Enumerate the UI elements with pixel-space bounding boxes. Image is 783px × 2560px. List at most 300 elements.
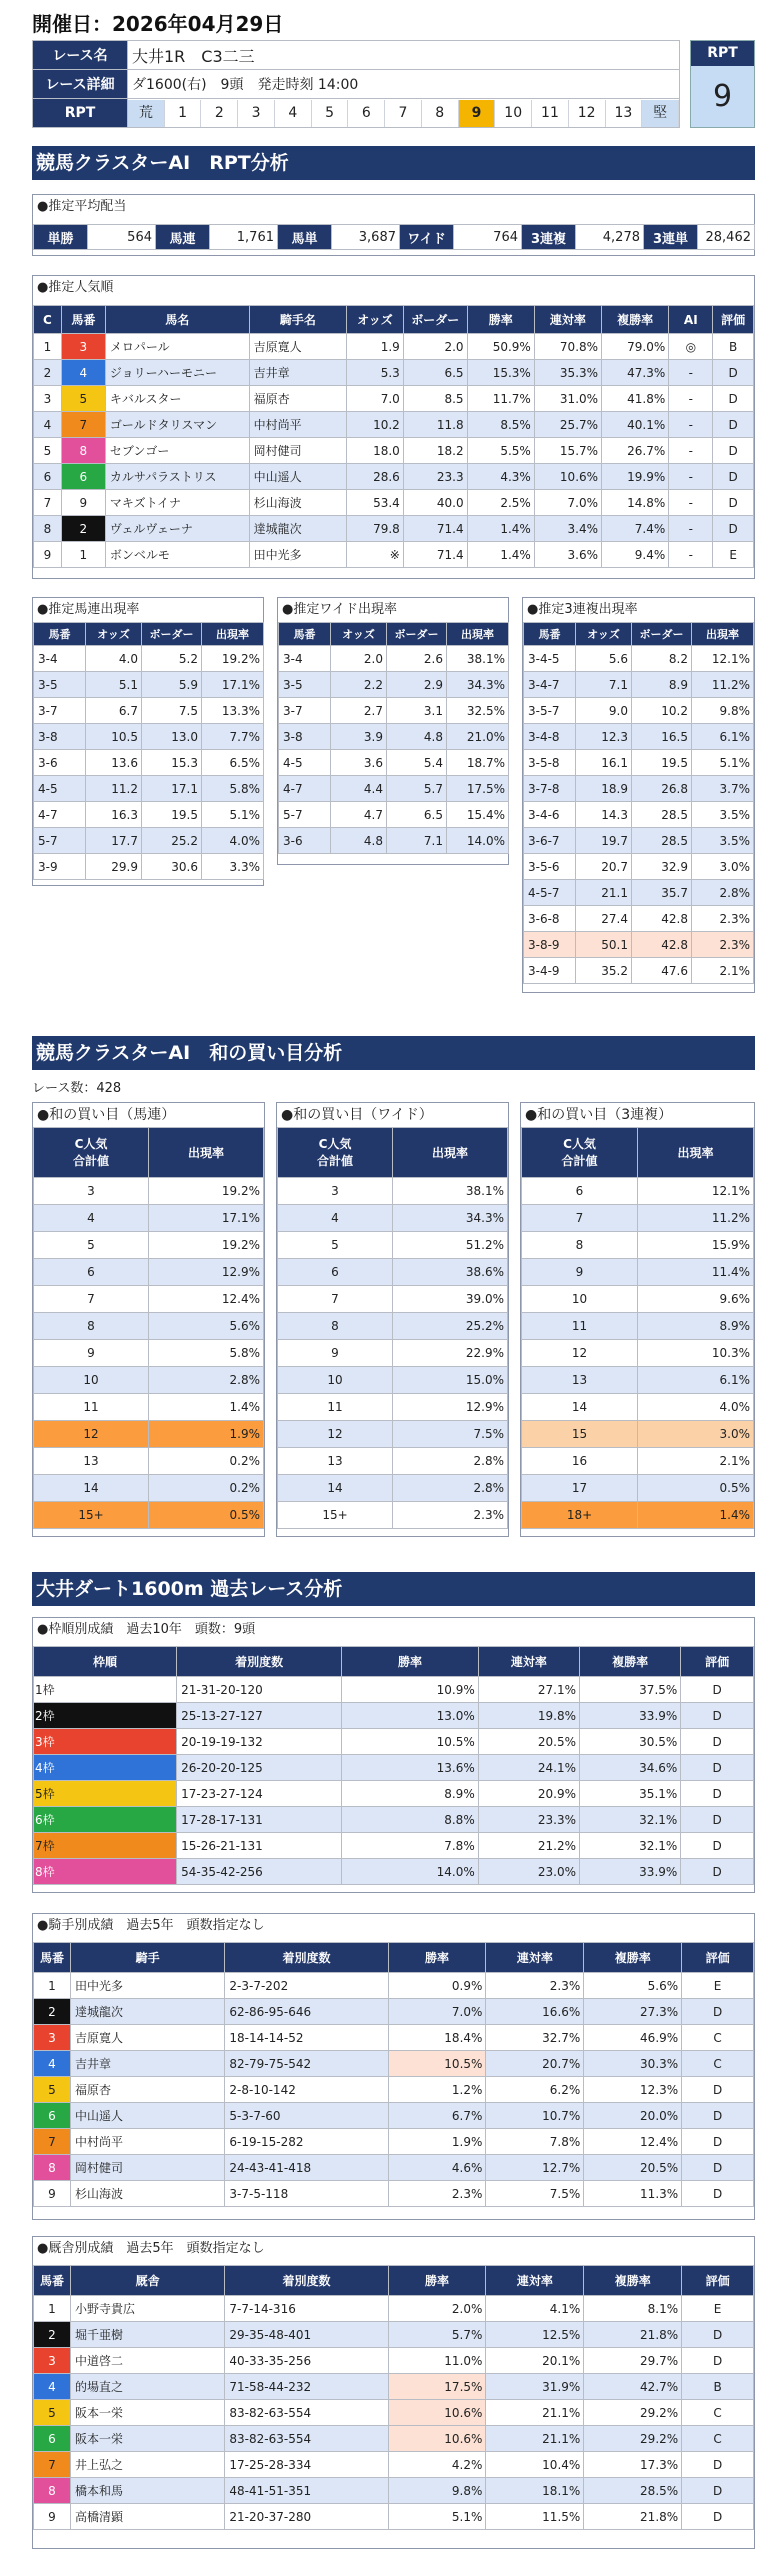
popularity-cell: 18.2 — [403, 438, 467, 464]
sum_trio-cell: 8.9% — [638, 1313, 754, 1340]
umaren-cell: 29.9 — [86, 854, 142, 880]
popularity-header: C — [34, 306, 62, 334]
sum_umaren-row — [34, 1448, 264, 1475]
trainer-cell: 21.1% — [486, 2426, 584, 2452]
race-detail-label: レース詳細 — [33, 70, 128, 99]
popularity-cell: 41.8% — [602, 386, 669, 412]
sum_umaren-cell: 0.2% — [149, 1475, 264, 1502]
trainer-row — [34, 2374, 754, 2400]
trio-row — [524, 672, 754, 698]
sum_umaren-cell: 8 — [34, 1313, 149, 1340]
wide-cell: 2.0 — [331, 646, 387, 672]
umaren-header: 出現率 — [202, 623, 264, 646]
sum_wide-row — [278, 1448, 508, 1475]
jockey-cell: 2-8-10-142 — [225, 2077, 388, 2103]
trainer-header: 馬番 — [34, 2266, 71, 2296]
trainer-cell: 4.1% — [486, 2296, 584, 2322]
sum_wide-cell: 10 — [278, 1367, 393, 1394]
popularity-cell: 14.8% — [602, 490, 669, 516]
trainer-row — [34, 2478, 754, 2504]
jockey-cell: 24-43-41-418 — [225, 2155, 388, 2181]
payout-label: 3連単 — [644, 225, 698, 250]
trainer-cell: 橋本和馬 — [70, 2478, 224, 2504]
popularity-cell: 4 — [61, 360, 105, 386]
popularity-header: 馬番 — [61, 306, 105, 334]
umaren-cell: 30.6 — [142, 854, 202, 880]
umaren-cell: 4-5 — [34, 776, 86, 802]
wide-cell: 2.7 — [331, 698, 387, 724]
wide-cell: 32.5% — [447, 698, 509, 724]
sum_umaren-cell: 17.1% — [149, 1205, 264, 1232]
wide-cell: 6.5 — [387, 802, 447, 828]
trainer-cell: 高橋清顕 — [70, 2504, 224, 2530]
wide-cell: 3.6 — [331, 750, 387, 776]
jockey-cell: 吉原寛人 — [70, 2025, 224, 2051]
popularity-cell: 79.8 — [347, 516, 404, 542]
umaren-header: 馬番 — [34, 623, 86, 646]
trio-cell: 47.6 — [632, 958, 692, 984]
trainer-cell: 42.7% — [584, 2374, 682, 2400]
rpt-scale-item: 10 — [495, 100, 532, 127]
rpt-badge-label: RPT — [691, 41, 754, 66]
trio-cell: 3-6-8 — [524, 906, 576, 932]
sum_wide-cell: 6 — [278, 1259, 393, 1286]
jockey-row — [34, 1973, 754, 1999]
sum_wide-header-sum: C人気 合計値 — [278, 1128, 393, 1178]
trio-cell: 7.1 — [576, 672, 632, 698]
payout-value: 4,278 — [576, 225, 644, 250]
wide-cell: 4-5 — [279, 750, 331, 776]
jockey-row — [34, 2129, 754, 2155]
umaren-header: ボーダー — [142, 623, 202, 646]
trio-cell: 2.1% — [692, 958, 754, 984]
gate-cell: D — [681, 1859, 754, 1885]
sum_trio-cell: 8 — [522, 1232, 638, 1259]
gate-cell: 13.6% — [342, 1755, 479, 1781]
sum_umaren-cell: 3 — [34, 1178, 149, 1205]
popularity-cell: 2 — [61, 516, 105, 542]
trainer-cell: 6 — [34, 2426, 71, 2452]
popularity-cell: 田中光多 — [249, 542, 346, 568]
jockey-cell: 32.7% — [486, 2025, 584, 2051]
popularity-cell: 7.0% — [534, 490, 601, 516]
trio-row — [524, 646, 754, 672]
jockey-cell: 中山遥人 — [70, 2103, 224, 2129]
wide-row — [279, 672, 509, 698]
popularity-cell: - — [669, 490, 713, 516]
trainer-cell: 8 — [34, 2478, 71, 2504]
trainer-cell: 9.8% — [388, 2478, 486, 2504]
wide-row — [279, 776, 509, 802]
umaren-cell: 3-8 — [34, 724, 86, 750]
umaren-cell: 6.5% — [202, 750, 264, 776]
trainer-cell: D — [682, 2452, 754, 2478]
popularity-row — [34, 334, 754, 360]
wide-header: オッズ — [331, 623, 387, 646]
umaren-table — [33, 622, 264, 880]
popularity-header: 連対率 — [534, 306, 601, 334]
sum_umaren-cell: 5 — [34, 1232, 149, 1259]
popularity-cell: 福原杏 — [249, 386, 346, 412]
sum_wide-row — [278, 1367, 508, 1394]
rpt-scale-item: 13 — [606, 100, 643, 127]
popularity-cell: D — [713, 490, 754, 516]
gate-cell: 6枠 — [34, 1807, 177, 1833]
sum_trio-cell: 0.5% — [638, 1475, 754, 1502]
trainer-cell: 40-33-35-256 — [225, 2348, 388, 2374]
sum_trio-row — [522, 1367, 754, 1394]
popularity-cell: 吉原寛人 — [249, 334, 346, 360]
trainer-cell: 5.7% — [388, 2322, 486, 2348]
sum_trio-cell: 10.3% — [638, 1340, 754, 1367]
trainer-row — [34, 2400, 754, 2426]
wide-cell: 4.8 — [331, 828, 387, 854]
popularity-cell: メロパール — [105, 334, 249, 360]
jockey-cell: D — [682, 2155, 754, 2181]
jockey-cell: 9 — [34, 2181, 71, 2207]
popularity-cell: 1 — [34, 334, 62, 360]
trainer-cell: 29-35-48-401 — [225, 2322, 388, 2348]
jockey-cell: 中村尚平 — [70, 2129, 224, 2155]
popularity-title: ●推定人気順 — [37, 280, 114, 295]
sum_trio-cell: 9.6% — [638, 1286, 754, 1313]
sum_umaren-row — [34, 1502, 264, 1529]
popularity-cell: 71.4 — [403, 542, 467, 568]
trainer-cell: 7 — [34, 2452, 71, 2478]
sum-trio-panel — [520, 1102, 755, 1537]
gate-row — [34, 1781, 754, 1807]
popularity-cell: 7.4% — [602, 516, 669, 542]
jockey-row — [34, 2077, 754, 2103]
popularity-cell: - — [669, 438, 713, 464]
sum_trio-cell: 15 — [522, 1421, 638, 1448]
trio-row — [524, 776, 754, 802]
trainer-cell: 2.0% — [388, 2296, 486, 2322]
jockey-header: 評価 — [682, 1943, 754, 1973]
gate-cell: 10.5% — [342, 1729, 479, 1755]
trio-cell: 35.2 — [576, 958, 632, 984]
trainer-cell: 29.7% — [584, 2348, 682, 2374]
sum_trio-row — [522, 1394, 754, 1421]
gate-row — [34, 1677, 754, 1703]
popularity-cell: 47.3% — [602, 360, 669, 386]
umaren-cell: 16.3 — [86, 802, 142, 828]
umaren-row — [34, 672, 264, 698]
sum_wide-row — [278, 1502, 508, 1529]
popularity-cell: 40.1% — [602, 412, 669, 438]
popularity-cell: 9 — [34, 542, 62, 568]
jockey-cell: 4 — [34, 2051, 71, 2077]
popularity-cell: 71.4 — [403, 516, 467, 542]
popularity-header: ボーダー — [403, 306, 467, 334]
popularity-row — [34, 360, 754, 386]
popularity-cell: D — [713, 438, 754, 464]
payout-value: 764 — [454, 225, 522, 250]
rpt-scale-item: 6 — [348, 100, 385, 127]
jockey-header: 勝率 — [388, 1943, 486, 1973]
jockey-cell: 0.9% — [388, 1973, 486, 1999]
trainer-cell: 7-7-14-316 — [225, 2296, 388, 2322]
popularity-cell: 6 — [34, 464, 62, 490]
trainer-cell: 9 — [34, 2504, 71, 2530]
rpt-scale-item: 5 — [312, 100, 349, 127]
payout-panel — [32, 194, 755, 256]
gate-cell: 24.1% — [478, 1755, 579, 1781]
section-past-race-title: 大井ダート1600m 過去レース分析 — [32, 1572, 755, 1606]
umaren-cell: 5.9 — [142, 672, 202, 698]
sum_umaren-row — [34, 1259, 264, 1286]
sum_trio-cell: 12.1% — [638, 1178, 754, 1205]
popularity-cell: 26.7% — [602, 438, 669, 464]
sum_trio-row — [522, 1421, 754, 1448]
sum_wide-cell: 8 — [278, 1313, 393, 1340]
gate-header: 着別度数 — [177, 1647, 342, 1677]
gate-cell: 13.0% — [342, 1703, 479, 1729]
sum_wide-row — [278, 1475, 508, 1502]
jockey-cell: D — [682, 2181, 754, 2207]
sum_trio-cell: 13 — [522, 1367, 638, 1394]
gate-cell: 17-28-17-131 — [177, 1807, 342, 1833]
jockey-cell: D — [682, 2103, 754, 2129]
jockey-table — [33, 1942, 754, 2207]
gate-header: 評価 — [681, 1647, 754, 1677]
popularity-cell: 10.2 — [347, 412, 404, 438]
popularity-cell: キバルスター — [105, 386, 249, 412]
popularity-cell: 23.3 — [403, 464, 467, 490]
jockey-cell: 20.7% — [486, 2051, 584, 2077]
rpt-badge-value: 9 — [691, 66, 754, 127]
jockey-cell: 1.9% — [388, 2129, 486, 2155]
wide-title: ●推定ワイド出現率 — [282, 602, 397, 617]
trainer-cell: 83-82-63-554 — [225, 2400, 388, 2426]
umaren-row — [34, 776, 264, 802]
payout-table — [33, 224, 755, 250]
jockey-cell: 62-86-95-646 — [225, 1999, 388, 2025]
umaren-cell: 13.6 — [86, 750, 142, 776]
wide-cell: 3-5 — [279, 672, 331, 698]
sum_wide-cell: 38.1% — [393, 1178, 508, 1205]
wide-row — [279, 698, 509, 724]
sum_umaren-cell: 10 — [34, 1367, 149, 1394]
gate-cell: 3枠 — [34, 1729, 177, 1755]
sum_trio-row — [522, 1178, 754, 1205]
jockey-cell: 18.4% — [388, 2025, 486, 2051]
trio-cell: 9.0 — [576, 698, 632, 724]
rpt-scale-item: 9 — [459, 100, 496, 127]
jockey-cell: 福原杏 — [70, 2077, 224, 2103]
trio-header: オッズ — [576, 623, 632, 646]
jockey-cell: 7.0% — [388, 1999, 486, 2025]
gate-cell: 33.9% — [580, 1703, 681, 1729]
umaren-cell: 3-7 — [34, 698, 86, 724]
sum_wide-row — [278, 1286, 508, 1313]
gate-header: 複勝率 — [580, 1647, 681, 1677]
popularity-cell: D — [713, 360, 754, 386]
trainer-cell: 1 — [34, 2296, 71, 2322]
trio-cell: 10.2 — [632, 698, 692, 724]
wide-table — [278, 622, 509, 854]
popularity-cell: 7 — [34, 490, 62, 516]
popularity-cell: 5.5% — [467, 438, 534, 464]
sum_trio-cell: 16 — [522, 1448, 638, 1475]
jockey-cell: 2.3% — [486, 1973, 584, 1999]
sum_wide-cell: 9 — [278, 1340, 393, 1367]
gate-cell: 23.3% — [478, 1807, 579, 1833]
umaren-cell: 5-7 — [34, 828, 86, 854]
popularity-cell: 5 — [61, 386, 105, 412]
jockey-header: 連対率 — [486, 1943, 584, 1973]
jockey-cell: 田中光多 — [70, 1973, 224, 1999]
trainer-cell: 2 — [34, 2322, 71, 2348]
sum_umaren-row — [34, 1340, 264, 1367]
trainer-cell: 29.2% — [584, 2400, 682, 2426]
umaren-cell: 4.0% — [202, 828, 264, 854]
popularity-cell: 5.3 — [347, 360, 404, 386]
sum_umaren-cell: 12.9% — [149, 1259, 264, 1286]
trainer-cell: 10.6% — [388, 2400, 486, 2426]
trainer-cell: D — [682, 2348, 754, 2374]
wide-header: 馬番 — [279, 623, 331, 646]
trainer-header: 評価 — [682, 2266, 754, 2296]
sum_wide-header-rate: 出現率 — [393, 1128, 508, 1178]
popularity-cell: 3.6% — [534, 542, 601, 568]
popularity-cell: 杉山海波 — [249, 490, 346, 516]
trio-row — [524, 854, 754, 880]
umaren-row — [34, 828, 264, 854]
sum_wide-cell: 12 — [278, 1421, 393, 1448]
popularity-cell: ゴールドタリスマン — [105, 412, 249, 438]
section-rpt-analysis-title: 競馬クラスターAI RPT分析 — [32, 146, 755, 180]
jockey-cell: 6.7% — [388, 2103, 486, 2129]
trainer-cell: D — [682, 2322, 754, 2348]
popularity-cell: 50.9% — [467, 334, 534, 360]
sum_wide-row — [278, 1394, 508, 1421]
jockey-cell: 3 — [34, 2025, 71, 2051]
trainer-cell: 4 — [34, 2374, 71, 2400]
trio-cell: 3-5-8 — [524, 750, 576, 776]
popularity-row — [34, 464, 754, 490]
trio-cell: 42.8 — [632, 906, 692, 932]
popularity-cell: ※ — [347, 542, 404, 568]
wide-cell: 7.1 — [387, 828, 447, 854]
popularity-cell: 中山遥人 — [249, 464, 346, 490]
gate-header: 枠順 — [34, 1647, 177, 1677]
wide-cell: 21.0% — [447, 724, 509, 750]
umaren-cell: 5.2 — [142, 646, 202, 672]
trio-cell: 3-4-6 — [524, 802, 576, 828]
popularity-cell: 15.3% — [467, 360, 534, 386]
sum-wide-table — [277, 1127, 508, 1529]
trainer-row — [34, 2322, 754, 2348]
wide-cell: 2.2 — [331, 672, 387, 698]
jockey-row — [34, 2103, 754, 2129]
sum_trio-row — [522, 1502, 754, 1529]
rpt-scale-item: 3 — [238, 100, 275, 127]
popularity-cell: 2.5% — [467, 490, 534, 516]
popularity-cell: 1.9 — [347, 334, 404, 360]
jockey-cell: 吉井章 — [70, 2051, 224, 2077]
umaren-row — [34, 854, 264, 880]
rpt-scale-item: 7 — [385, 100, 422, 127]
gate-cell: D — [681, 1755, 754, 1781]
trio-row — [524, 828, 754, 854]
trio-row — [524, 724, 754, 750]
popularity-cell: - — [669, 386, 713, 412]
trainer-cell: 17-25-28-334 — [225, 2452, 388, 2478]
jockey-cell: 30.3% — [584, 2051, 682, 2077]
jockey-cell: 7.5% — [486, 2181, 584, 2207]
trio-cell: 2.8% — [692, 880, 754, 906]
jockey-row — [34, 1999, 754, 2025]
trainer-cell: 71-58-44-232 — [225, 2374, 388, 2400]
sum_wide-cell: 7 — [278, 1286, 393, 1313]
umaren-row — [34, 646, 264, 672]
sum_wide-cell: 2.8% — [393, 1475, 508, 1502]
popularity-cell: 11.7% — [467, 386, 534, 412]
wide-cell: 3-8 — [279, 724, 331, 750]
popularity-cell: - — [669, 464, 713, 490]
popularity-cell: 3.4% — [534, 516, 601, 542]
gate-cell: 5枠 — [34, 1781, 177, 1807]
popularity-table — [33, 305, 754, 568]
jockey-title: ●騎手別成績 過去5年 頭数指定なし — [37, 1918, 265, 1933]
popularity-cell: 中村尚平 — [249, 412, 346, 438]
wide-panel — [277, 597, 509, 865]
trio-cell: 28.5 — [632, 828, 692, 854]
jockey-row — [34, 2155, 754, 2181]
sum_trio-cell: 6 — [522, 1178, 638, 1205]
trainer-cell: 的場直之 — [70, 2374, 224, 2400]
trainer-table — [33, 2265, 754, 2530]
trainer-cell: 3 — [34, 2348, 71, 2374]
rpt-scale-item: 11 — [532, 100, 569, 127]
trio-cell: 14.3 — [576, 802, 632, 828]
jockey-cell: E — [682, 1973, 754, 1999]
trio-cell: 3-4-5 — [524, 646, 576, 672]
trainer-row — [34, 2426, 754, 2452]
race-name-label: レース名 — [33, 41, 128, 70]
popularity-cell: 25.7% — [534, 412, 601, 438]
trio-cell: 8.2 — [632, 646, 692, 672]
popularity-cell: 1 — [61, 542, 105, 568]
trio-cell: 12.1% — [692, 646, 754, 672]
gate-cell: 1枠 — [34, 1677, 177, 1703]
sum_umaren-header-rate: 出現率 — [149, 1128, 264, 1178]
trainer-row — [34, 2296, 754, 2322]
sum_trio-cell: 17 — [522, 1475, 638, 1502]
popularity-cell: 2 — [34, 360, 62, 386]
jockey-cell: 6-19-15-282 — [225, 2129, 388, 2155]
jockey-cell: 2 — [34, 1999, 71, 2025]
popularity-cell: マキズトイナ — [105, 490, 249, 516]
trainer-cell: 12.5% — [486, 2322, 584, 2348]
popularity-cell: 4.3% — [467, 464, 534, 490]
trio-cell: 3-8-9 — [524, 932, 576, 958]
sum_umaren-cell: 1.9% — [149, 1421, 264, 1448]
popularity-cell: - — [669, 412, 713, 438]
popularity-cell: 8.5% — [467, 412, 534, 438]
jockey-cell: 20.5% — [584, 2155, 682, 2181]
sum-umaren-title: ●和の買い目（馬連） — [37, 1107, 176, 1123]
popularity-cell: E — [713, 542, 754, 568]
jockey-cell: 46.9% — [584, 2025, 682, 2051]
trio-row — [524, 906, 754, 932]
wide-row — [279, 646, 509, 672]
jockey-cell: 20.0% — [584, 2103, 682, 2129]
jockey-cell: C — [682, 2051, 754, 2077]
sum_wide-cell: 3 — [278, 1178, 393, 1205]
popularity-header: 勝率 — [467, 306, 534, 334]
